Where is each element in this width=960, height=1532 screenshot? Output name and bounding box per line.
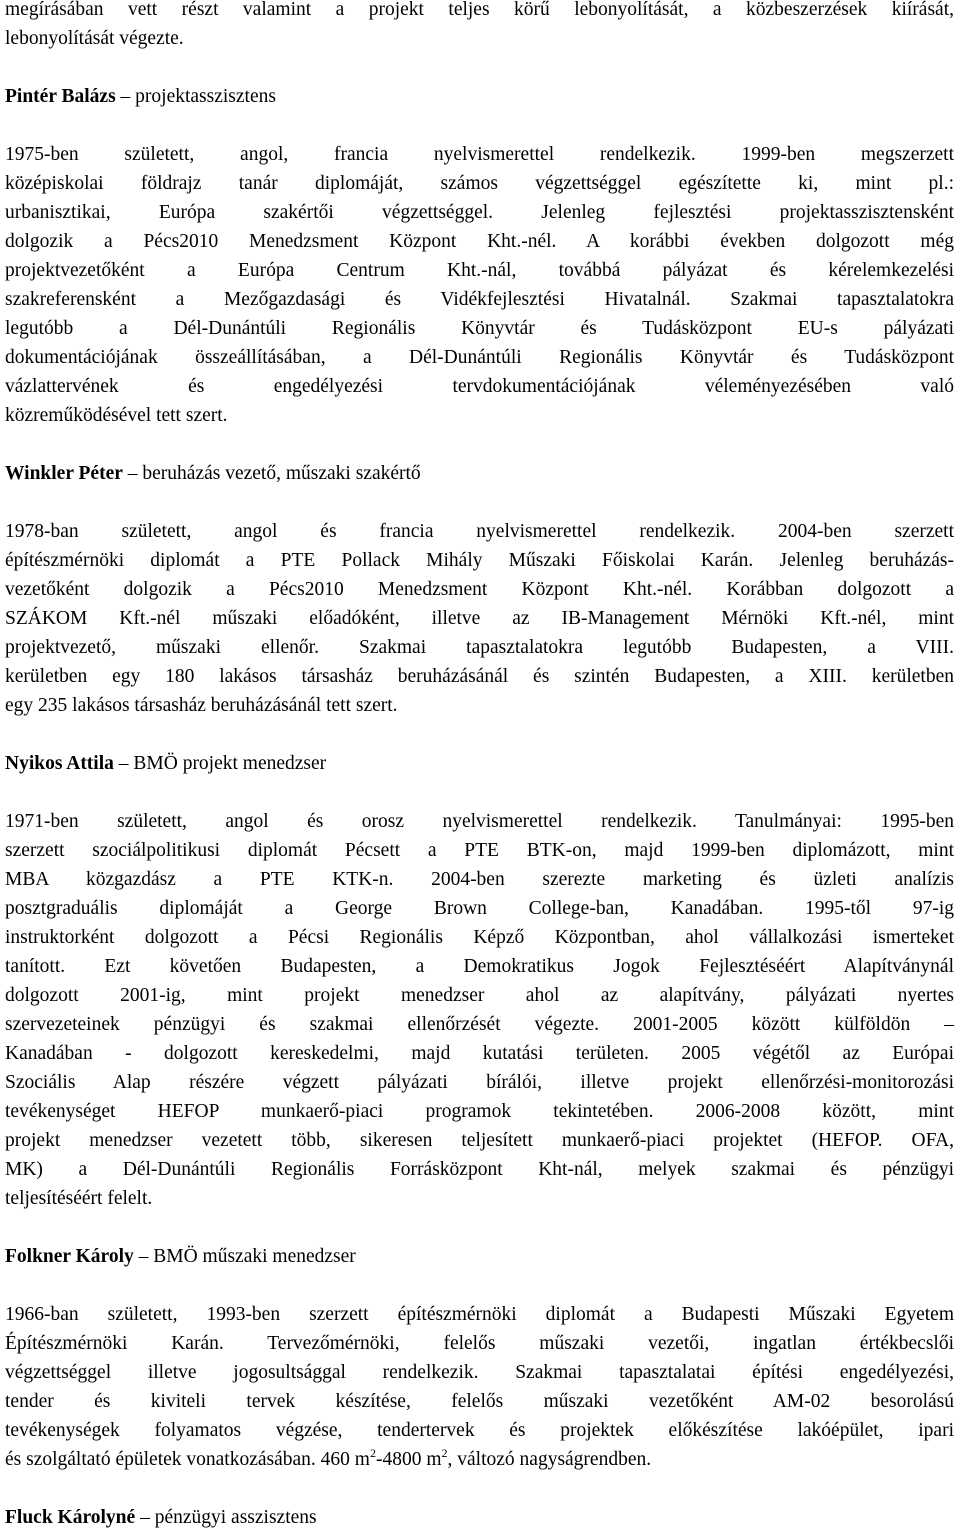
person-heading: [5, 82, 954, 111]
person-bio: [5, 1300, 954, 1474]
superscript: 2: [441, 1446, 448, 1460]
person-role: – BMÖ projekt menedzser: [118, 753, 327, 774]
text-line: Építészmérnöki Karán. Tervezőmérnöki, felelős műszaki vezetői, ingatlan értékbecslői: [5, 1333, 954, 1354]
text-line: vezetőként dolgozik a Pécs2010 Menedzsment Központ Kht.-nél. Korábban dolgozott a: [5, 579, 954, 600]
person-section-fluck-karolyne: [5, 1503, 954, 1532]
text-line: instruktorként dolgozott a Pécsi Regionális Képző Központban, ahol vállalkozási ismerteket: [5, 927, 954, 948]
person-section-winkler-peter: [5, 459, 954, 720]
text-line: legutóbb a Dél-Dunántúli Regionális Könyvtár és Tudásközpont EU-s pályázati: [5, 318, 954, 339]
person-heading: [5, 749, 954, 778]
person-name: Fluck Károlyné: [5, 1507, 136, 1528]
text-line: SZÁKOM Kft.-nél műszaki előadóként, illetve az IB-Management Mérnöki Kft.-nél, mint: [5, 608, 954, 629]
text-line: teljesítéséért felelt.: [5, 1188, 153, 1209]
text-line: közreműködésével tett szert.: [5, 405, 228, 426]
text-fragment: , változó nagyságrendben.: [447, 1449, 652, 1470]
person-name: Pintér Balázs: [5, 86, 116, 107]
person-role: – pénzügyi asszisztens: [140, 1507, 317, 1528]
text-fragment: és szolgáltató épületek vonatkozásában. 460 m: [5, 1449, 370, 1470]
text-fragment: -4800 m: [375, 1449, 442, 1470]
text-line: 1975-ben született, angol, francia nyelvismerettel rendelkezik. 1999-ben megszerzett: [5, 144, 954, 165]
person-section-folkner-karoly: [5, 1242, 954, 1474]
person-role: – projektasszisztens: [120, 86, 276, 107]
superscript: 2: [369, 1446, 376, 1460]
text-line: urbanisztikai, Európa szakértői végzettséggel. Jelenleg fejlesztési projektasszisztensként: [5, 202, 954, 223]
text-line: posztgraduális diplomáját a George Brown College-ban, Kanadában. 1995-től 97-ig: [5, 898, 954, 919]
intro-paragraph: [5, 0, 954, 53]
text-line: 1978-ban született, angol és francia nyelvismerettel rendelkezik. 2004-ben szerzett: [5, 521, 954, 542]
person-heading: [5, 1503, 954, 1532]
person-name: Nyikos Attila: [5, 753, 114, 774]
text-line: projektvezető, műszaki ellenőr. Szakmai tapasztalatokra legutóbb Budapesten, a VIII.: [5, 637, 954, 658]
text-line: projekt menedzser vezetett több, sikeresen teljesített munkaerő-piaci projektet (HEFOP. OFA,: [5, 1130, 954, 1151]
text-line: projektvezetőként a Európa Centrum Kht.-nál, továbbá pályázat és kérelemkezelési: [5, 260, 954, 281]
person-bio: [5, 517, 954, 720]
person-bio: [5, 807, 954, 1213]
text-line: Kanadában - dolgozott kereskedelmi, majd kutatási területen. 2005 végétől az Európai: [5, 1043, 954, 1064]
text-line: építészmérnöki diplomát a PTE Pollack Mihály Műszaki Főiskolai Karán. Jelenleg beruházás-: [5, 550, 954, 571]
text-line: dolgozott 2001-ig, mint projekt menedzser ahol az alapítvány, pályázati nyertes: [5, 985, 954, 1006]
text-line: középiskolai földrajz tanár diplomáját, számos végzettséggel egészítette ki, mint pl.:: [5, 173, 954, 194]
person-heading: [5, 1242, 954, 1271]
text-line: tevékenységek folyamatos végzése, tendertervek és projektek előkészítése lakóépület, ipari: [5, 1420, 954, 1441]
text-line: megírásában vett részt valamint a projekt teljes körű lebonyolítását, a közbeszerzések kiírását,: [5, 0, 954, 20]
text-line: vázlattervének és engedélyezési tervdokumentációjának véleményezésében való: [5, 376, 954, 397]
text-line: szerzett szociálpolitikusi diplomát Pécsett a PTE BTK-on, majd 1999-ben diplomázott, mint: [5, 840, 954, 861]
person-role: – BMÖ műszaki menedzser: [138, 1246, 356, 1267]
text-line: szakreferensként a Mezőgazdasági és Vidékfejlesztési Hivatalnál. Szakmai tapasztalatokra: [5, 289, 954, 310]
person-role: – beruházás vezető, műszaki szakértő: [127, 463, 421, 484]
text-line: kerületben egy 180 lakásos társasház beruházásánál és szintén Budapesten, a XIII. kerületben: [5, 666, 954, 687]
text-line: szervezeteinek pénzügyi és szakmai ellenőrzését végezte. 2001-2005 között külföldön –: [5, 1014, 954, 1035]
text-line: végzettséggel illetve jogosultsággal rendelkezik. Szakmai tapasztalatai építési engedélyezési,: [5, 1362, 954, 1383]
text-line: tender és kiviteli tervek készítése, felelős műszaki vezetőként AM-02 besorolású: [5, 1391, 954, 1412]
text-line: MK) a Dél-Dunántúli Regionális Forrásközpont Kht-nál, melyek szakmai és pénzügyi: [5, 1159, 954, 1180]
text-line: 1971-ben született, angol és orosz nyelvismerettel rendelkezik. Tanulmányai: 1995-ben: [5, 811, 954, 832]
person-section-pinter-balazs: [5, 82, 954, 430]
text-line: tanított. Ezt követően Budapesten, a Demokratikus Jogok Fejlesztéséért Alapítványnál: [5, 956, 954, 977]
text-line: tevékenységet HEFOP munkaerő-piaci programok tekintetében. 2006-2008 között, mint: [5, 1101, 954, 1122]
text-line: lebonyolítását végezte.: [5, 28, 184, 49]
text-line: Szociális Alap részére végzett pályázati bírálói, illetve projekt ellenőrzési-monitorozási: [5, 1072, 954, 1093]
text-line: 1966-ban született, 1993-ben szerzett építészmérnöki diplomát a Budapesti Műszaki Egyetem: [5, 1304, 954, 1325]
text-line: dolgozik a Pécs2010 Menedzsment Központ Kht.-nél. A korábbi években dolgozott még: [5, 231, 954, 252]
person-name: Folkner Károly: [5, 1246, 134, 1267]
text-line: dokumentációjának összeállításában, a Dél-Dunántúli Regionális Könyvtár és Tudásközpont: [5, 347, 954, 368]
person-section-nyikos-attila: [5, 749, 954, 1213]
person-name: Winkler Péter: [5, 463, 123, 484]
text-line: MBA közgazdász a PTE KTK-n. 2004-ben szerezte marketing és üzleti analízis: [5, 869, 954, 890]
person-heading: [5, 459, 954, 488]
text-line: egy 235 lakásos társasház beruházásánál tett szert.: [5, 695, 398, 716]
person-bio: [5, 140, 954, 430]
